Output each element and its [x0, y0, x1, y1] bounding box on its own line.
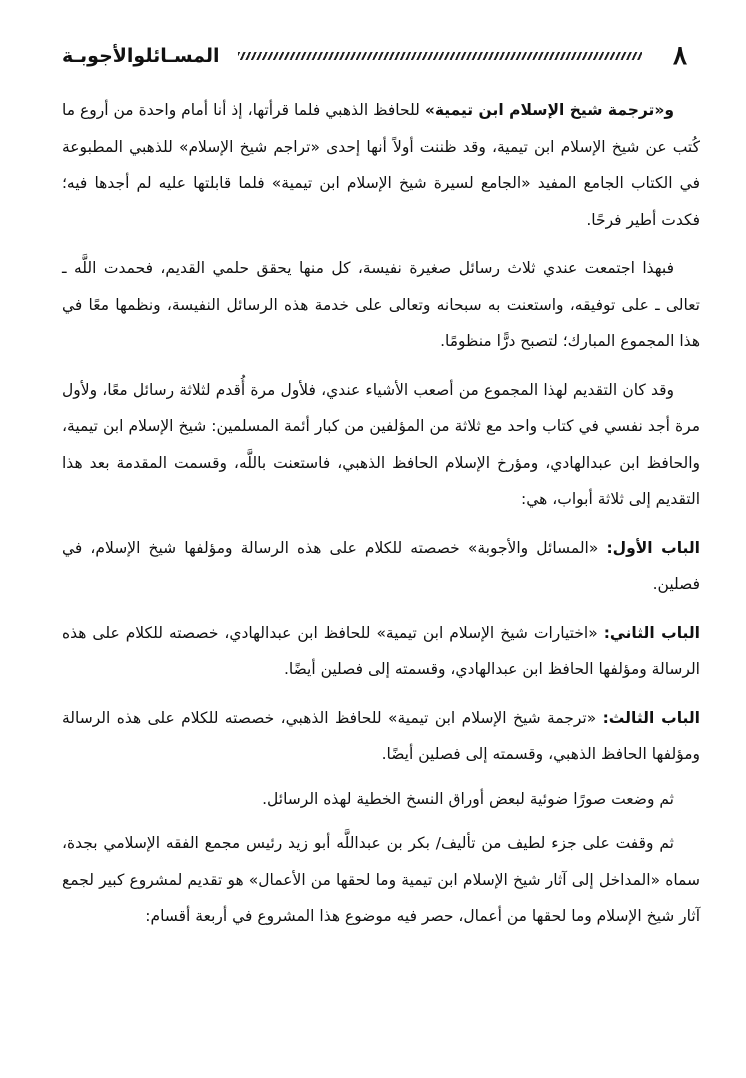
chapter-3-label: الباب الثالث: — [602, 708, 700, 727]
paragraph-7 — [62, 781, 700, 818]
page-header — [62, 36, 700, 76]
chapter-1-label: الباب الأول: — [606, 538, 700, 557]
chapter-2-paragraph — [62, 615, 700, 688]
chapter-1-paragraph — [62, 530, 700, 603]
paragraph-1-text: للحافظ الذهبي فلما قرأتها، إذ أنا أمام واحدة من أروع ما كُتب عن شيخ الإسلام ابن تيمية، وقد ظننت أولاً أنها إحدى «تراجم شيخ الإسلام» للذهبي المطبوعة في الكتاب الجامع المفيد «الجامع لسيرة شيخ الإسلام ابن تيمية» فلما قابلتها عليه لم أجدها فيه؛ فكدت أطير فرحًا. — [62, 101, 700, 229]
chapter-2-label: الباب الثاني: — [603, 623, 700, 642]
paragraph-8 — [62, 825, 700, 935]
paragraph-3 — [62, 372, 700, 518]
paragraph-2 — [62, 250, 700, 360]
page-body — [62, 92, 700, 935]
header-decorative-rule — [238, 52, 642, 60]
paragraph-8-text: ثم وقفت على جزء لطيف من تأليف/ بكر بن عبداللَّه أبو زيد رئيس مجمع الفقه الإسلامي بجدة، سماه «المداخل إلى آثار شيخ الإسلام ابن تيمية وما لحقها من الأعمال» هو تقديم لمشروع كبير لجمع آثار شيخ الإسلام وما لحقها من أعمال، حصر فيه موضوع هذا المشروع في أربعة أقسام: — [62, 834, 700, 925]
page-number: ٨ — [673, 41, 687, 71]
paragraph-7-text: ثم وضعت صورًا ضوئية لبعض أوراق النسخ الخطية لهذه الرسائل. — [262, 789, 674, 808]
paragraph-1-lead: و«ترجمة شيخ الإسلام ابن تيمية» — [424, 101, 675, 119]
chapter-3-text: «ترجمة شيخ الإسلام ابن تيمية» للحافظ الذهبي، خصصته للكلام على هذه الرسالة ومؤلفها الحافظ الذهبي، وقسمته إلى فصلين أيضًا. — [62, 708, 700, 763]
paragraph-2-text: فبهذا اجتمعت عندي ثلاث رسائل صغيرة نفيسة، كل منها يحقق حلمي القديم، فحمدت اللَّه ـ تعالى ـ على توفيقه، واستعنت به سبحانه وتعالى على خدمة هذه الرسائل النفيسة، ونظمها معًا في هذا المجموع المبارك؛ لتصبح درًّا منظومًا. — [62, 259, 700, 350]
chapter-2-text: «اختيارات شيخ الإسلام ابن تيمية» للحافظ ابن عبدالهادي، خصصته للكلام على هذه الرسالة ومؤلفها الحافظ ابن عبدالهادي، وقسمته إلى فصلين أيضًا. — [62, 623, 700, 678]
running-title: المسـائلوالأجوبـة — [62, 45, 220, 67]
chapter-1-text: «المسائل والأجوبة» خصصته للكلام على هذه الرسالة ومؤلفها شيخ الإسلام، في فصلين. — [62, 538, 700, 593]
chapter-3-paragraph — [62, 700, 700, 773]
paragraph-3-text: وقد كان التقديم لهذا المجموع من أصعب الأشياء عندي، فلأول مرة أُقدم لثلاثة رسائل معًا، ولأول مرة أجد نفسي في كتاب واحد مع ثلاثة من المؤلفين من كبار أئمة المسلمين: شيخ الإسلام ابن تيمية، والحافظ ابن عبدالهادي، ومؤرخ الإسلام الحافظ الذهبي، فاستعنت باللَّه، وقسمت المقدمة بعد هذا التقديم إلى ثلاثة أبواب، هي: — [62, 380, 700, 508]
paragraph-1 — [62, 92, 700, 238]
